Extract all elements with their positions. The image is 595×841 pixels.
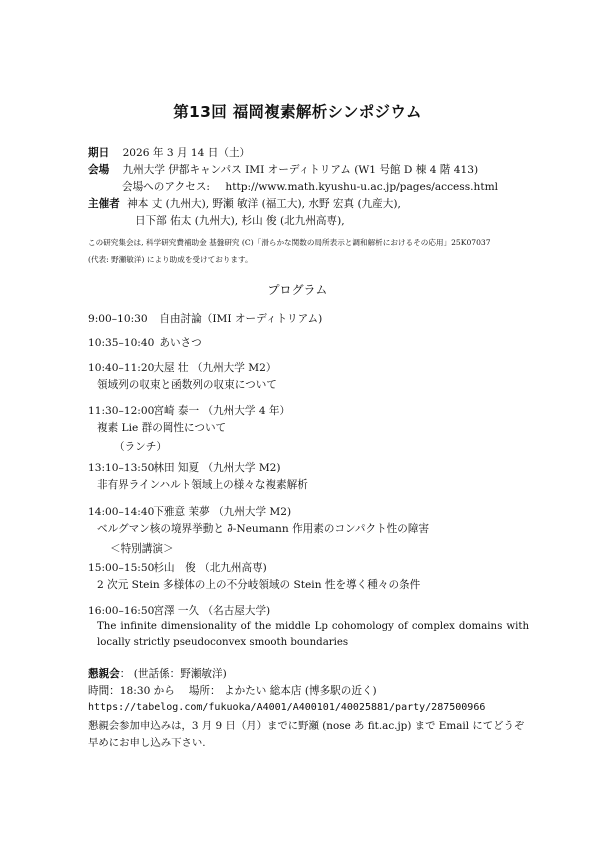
- program-speaker: 下雅意 茉夢 （九州大学 M2): [153, 506, 292, 518]
- program-talk: ベルグマン核の境界挙動と ∂̄-Neumann 作用素のコンパクト性の障害: [97, 523, 430, 535]
- party-label: 懇親会: [88, 668, 120, 680]
- program-time: 10:35–10:40: [88, 337, 155, 349]
- lunch-break: （ランチ）: [114, 441, 167, 453]
- program-speaker: 宮崎 泰一 （九州大学 4 年）: [153, 405, 291, 417]
- party-row: [88, 667, 227, 681]
- program-item: [88, 461, 281, 475]
- program-speaker: 大屋 壮 （九州大学 M2）: [153, 362, 277, 374]
- program-item: [88, 505, 291, 519]
- program-speaker: 林田 知夏 （九州大学 M2): [153, 462, 281, 474]
- date-row: [88, 146, 250, 160]
- special-lecture-label: ＜特別講演＞: [110, 543, 174, 555]
- program-talk: 非有界ラインハルト領域上の様々な複素解析: [97, 479, 308, 491]
- organizers-row: [88, 197, 401, 211]
- access-row: [122, 180, 498, 194]
- funding-line1: この研究集会は, 科学研究費補助金 基盤研究 (C)「滑らかな関数の局所表示と調和解析におけるその応用」25K07037: [88, 238, 491, 247]
- program-talk: 2 次元 Stein 多様体の上の不分岐領域の Stein 性を導く種々の条件: [97, 579, 421, 591]
- party-time-line: 時間：18:30 から 場所： よかたい 総本店 (博多駅の近く): [88, 685, 377, 697]
- page-title: 第13回 福岡複素解析シンポジウム: [173, 103, 422, 121]
- program-speaker: あいさつ: [159, 337, 202, 349]
- program-speaker: 杉山 俊 （北九州高専): [153, 562, 267, 574]
- program-item: [88, 312, 322, 326]
- party-note: 懇親会参加申込みは，3 月 9 日（月）までに野瀬 (nose あ fit.ac.jp) まで Email にてどうぞ早めにお申し込み下さい.: [88, 720, 525, 749]
- program-time: 11:30–12:00: [88, 405, 155, 417]
- party-organizer: ： (世話係：野瀬敏洋): [119, 668, 227, 680]
- program-speaker: 自由討論（IMI オーディトリアム): [159, 313, 323, 325]
- funding-line2: (代表: 野瀬敏洋) により助成を受けております。: [88, 255, 253, 264]
- venue-row: [88, 163, 478, 177]
- program-item: [88, 404, 290, 418]
- special-lecture-abstract: The infinite dimensionality of the middle Lp cohomology of complex domains with locally strictly pseudoconvex smooth boundaries: [97, 621, 529, 648]
- program-time: 16:00–16:50: [88, 605, 155, 617]
- venue-label: 会場: [88, 164, 110, 176]
- program-time: 15:00–15:50: [88, 562, 155, 574]
- program-heading: プログラム: [267, 283, 328, 297]
- venue-value: 九州大学 伊都キャンパス IMI オーディトリアム (W1 号館 D 棟 4 階 413): [122, 164, 479, 176]
- program-item: [88, 361, 276, 375]
- program-time: 9:00–10:30: [88, 313, 148, 325]
- organizers-line1: 神本 丈 (九州大), 野瀬 敏洋 (福工大), 水野 宏真 (九産大),: [127, 198, 401, 210]
- program-item: [88, 604, 270, 618]
- program-talk: 複素 Lie 群の岡性について: [97, 422, 227, 434]
- party-url[interactable]: https://tabelog.com/fukuoka/A4001/A400101/40025881/party/287500966: [88, 702, 486, 713]
- program-item: [88, 561, 267, 575]
- access-label: 会場へのアクセス:: [122, 181, 211, 193]
- access-url[interactable]: http://www.math.kyushu-u.ac.jp/pages/access.html: [225, 181, 499, 193]
- organizers-line2: 日下部 佑太 (九州大), 杉山 俊 (北九州高専),: [135, 215, 345, 227]
- date-value: 2026 年 3 月 14 日（土）: [122, 147, 251, 159]
- program-time: 13:10–13:50: [88, 462, 155, 474]
- program-item: [88, 336, 202, 350]
- date-label: 期日: [88, 147, 110, 159]
- program-time: 14:00–14:40: [88, 506, 155, 518]
- program-speaker: 宮澤 一久 （名古屋大学): [153, 605, 271, 617]
- program-talk: 領域列の収束と函数列の収束について: [97, 379, 277, 391]
- program-time: 10:40–11:20: [88, 362, 155, 374]
- organizers-label: 主催者: [88, 198, 120, 210]
